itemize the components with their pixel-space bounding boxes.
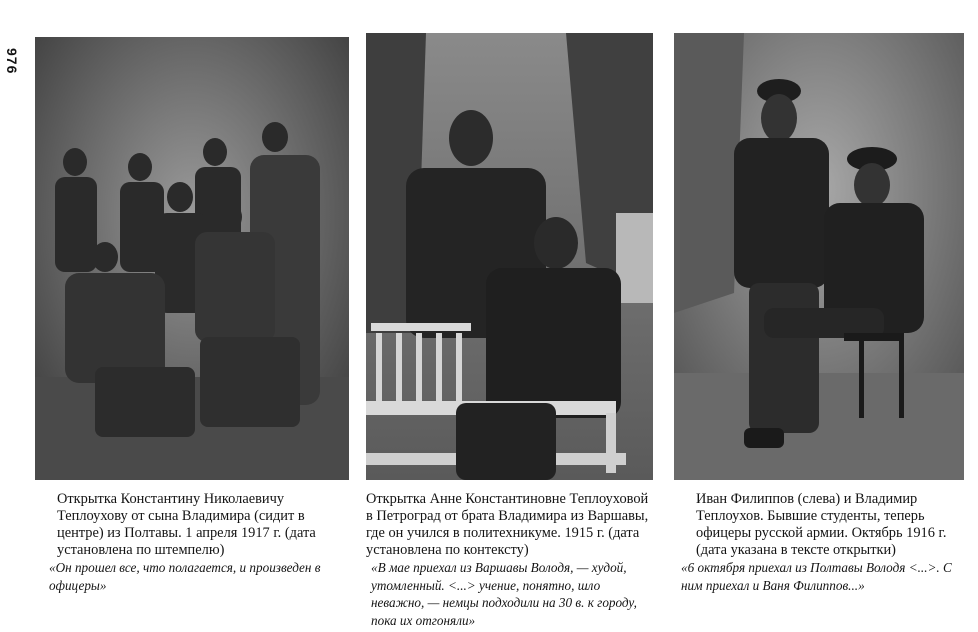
caption-text: Иван Филиппов (слева) и Владимир Теплоухов. Бывшие студенты, теперь офицеры русской армии. Октябрь 1916 г. (дата указана в тексте открытки) [696, 491, 947, 558]
photo-caption-2 [366, 491, 656, 629]
page-number: 976 [4, 48, 20, 75]
photo-caption-1 [49, 491, 353, 594]
caption-text: Открытка Константину Николаевичу Теплоухову от сына Владимира (сидит в центре) из Полтавы. 1 апреля 1917 г. (дата установлена по штемпелю) [57, 491, 316, 558]
caption-quote: «Он прошел все, что полагается, и произведен в офицеры» [49, 560, 321, 593]
caption-quote: «6 октября приехал из Полтавы Володя <...>. С ним приехал и Ваня Филиппов...» [681, 560, 952, 593]
two-students-on-bench-photo [366, 33, 653, 480]
caption-text: Открытка Анне Константиновне Теплоуховой в Петроград от брата Владимира из Варшавы, где он учился в политехникуме. 1915 г. (дата установлена по контексту) [366, 491, 649, 558]
two-officers-photo [674, 33, 964, 480]
caption-quote: «В мае приехал из Варшавы Володя, — худой, утомленный. <...> учение, понятно, шло неважно, — немцы подходили на 30 в. к городу, пока их отгоняли» [371, 560, 637, 628]
group-of-officers-photo [35, 37, 349, 480]
photo-caption-3 [674, 491, 970, 594]
